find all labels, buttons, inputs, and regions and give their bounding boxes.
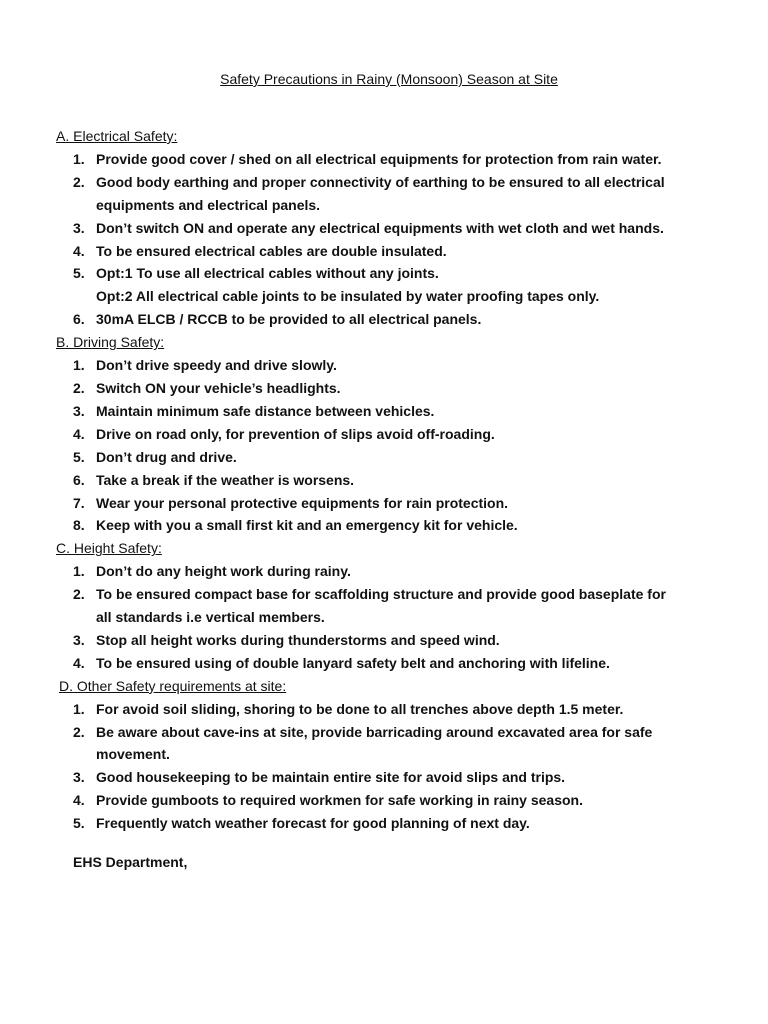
list-item-text: Drive on road only, for prevention of slips avoid off-roading. [96, 425, 495, 442]
list-item [56, 377, 746, 400]
list-number: 4. [73, 425, 85, 442]
list-number: 4. [73, 654, 85, 671]
list-item-text: Take a break if the weather is worsens. [96, 471, 355, 488]
list-item [56, 721, 746, 767]
list-item-text: Maintain minimum safe distance between vehicles. [96, 402, 435, 419]
list-number: 2. [73, 379, 85, 396]
list-item [56, 354, 746, 377]
section-heading: A. Electrical Safety: [56, 128, 178, 144]
list-number: 1. [73, 563, 85, 580]
list-item-text: movement. [96, 746, 170, 763]
list-item [56, 629, 746, 652]
document-title: Safety Precautions in Rainy (Monsoon) Season at Site [220, 71, 558, 87]
list-item-text: Good housekeeping to be maintain entire site for avoid slips and trips. [96, 769, 566, 786]
list-number: 8. [73, 517, 85, 534]
list-number: 3. [73, 219, 85, 236]
list-number: 5. [73, 815, 85, 832]
list-number: 3. [73, 402, 85, 419]
document-body [56, 125, 746, 835]
list-item [56, 652, 746, 675]
list-item-text: 30mA ELCB / RCCB to be provided to all electrical panels. [96, 311, 482, 328]
list-item [56, 308, 746, 331]
list-item-text: Stop all height works during thunderstorms and speed wind. [96, 631, 500, 648]
list-item-text: To be ensured electrical cables are double insulated. [96, 242, 447, 259]
section-height-safety [56, 537, 746, 674]
list-item-text: all standards i.e vertical members. [96, 609, 325, 626]
list-item [56, 492, 746, 515]
list-number: 2. [73, 723, 85, 740]
list-item [56, 423, 746, 446]
list-item-text: Be aware about cave-ins at site, provide barricading around excavated area for safe [96, 723, 653, 740]
list-item-text: Provide good cover / shed on all electrical equipments for protection from rain water. [96, 150, 662, 167]
list-number: 6. [73, 311, 85, 328]
signature-department: EHS Department, [73, 854, 188, 870]
list-number: 4. [73, 242, 85, 259]
list-number: 3. [73, 631, 85, 648]
list-item [56, 446, 746, 469]
section-driving-safety [56, 331, 746, 537]
list-item-text: Good body earthing and proper connectivity of earthing to be ensured to all electrical [96, 173, 665, 190]
list-item [56, 469, 746, 492]
list-item-text: To be ensured using of double lanyard safety belt and anchoring with lifeline. [96, 654, 610, 671]
list-item-text: Opt:2 All electrical cable joints to be insulated by water proofing tapes only. [96, 288, 600, 305]
section-heading: D. Other Safety requirements at site: [59, 677, 287, 694]
list-item [56, 812, 746, 835]
list-item-text: Don’t do any height work during rainy. [96, 563, 351, 580]
numbered-list [56, 698, 746, 835]
list-number: 6. [73, 471, 85, 488]
list-item [56, 148, 746, 171]
list-item [56, 171, 746, 217]
list-item [56, 400, 746, 423]
list-item-text: Keep with you a small first kit and an emergency kit for vehicle. [96, 517, 518, 534]
section-heading: B. Driving Safety: [56, 334, 165, 351]
numbered-list [56, 560, 746, 675]
list-item [56, 560, 746, 583]
list-number: 2. [73, 173, 85, 190]
list-item-text: Wear your personal protective equipments for rain protection. [96, 494, 509, 511]
list-item [56, 240, 746, 263]
list-number: 5. [73, 265, 85, 282]
section-other-safety [56, 675, 746, 835]
list-item-text: For avoid soil sliding, shoring to be done to all trenches above depth 1.5 meter. [96, 700, 624, 717]
list-item [56, 262, 746, 308]
list-item-text: Switch ON your vehicle’s headlights. [96, 379, 341, 396]
list-number: 1. [73, 357, 85, 374]
list-number: 1. [73, 700, 85, 717]
list-item-text: Frequently watch weather forecast for good planning of next day. [96, 815, 530, 832]
list-item [56, 583, 746, 629]
list-number: 7. [73, 494, 85, 511]
list-number: 3. [73, 769, 85, 786]
list-number: 4. [73, 792, 85, 809]
list-number: 1. [73, 150, 85, 167]
list-item-text: Don’t drive speedy and drive slowly. [96, 357, 337, 374]
list-number: 5. [73, 448, 85, 465]
list-item-text: To be ensured compact base for scaffolding structure and provide good baseplate for [96, 586, 666, 603]
section-electrical-safety [56, 125, 746, 331]
list-item-text: Don’t drug and drive. [96, 448, 237, 465]
list-item [56, 514, 746, 537]
numbered-list [56, 354, 746, 537]
list-item [56, 217, 746, 240]
list-item [56, 766, 746, 789]
list-item-text: Opt:1 To use all electrical cables without any joints. [96, 265, 439, 282]
list-number: 2. [73, 586, 85, 603]
list-item [56, 789, 746, 812]
list-item-text: Provide gumboots to required workmen for safe working in rainy season. [96, 792, 583, 809]
numbered-list [56, 148, 746, 331]
list-item [56, 698, 746, 721]
list-item-text: equipments and electrical panels. [96, 196, 321, 213]
list-item-text: Don’t switch ON and operate any electrical equipments with wet cloth and wet hands. [96, 219, 664, 236]
section-heading: C. Height Safety: [56, 540, 162, 557]
